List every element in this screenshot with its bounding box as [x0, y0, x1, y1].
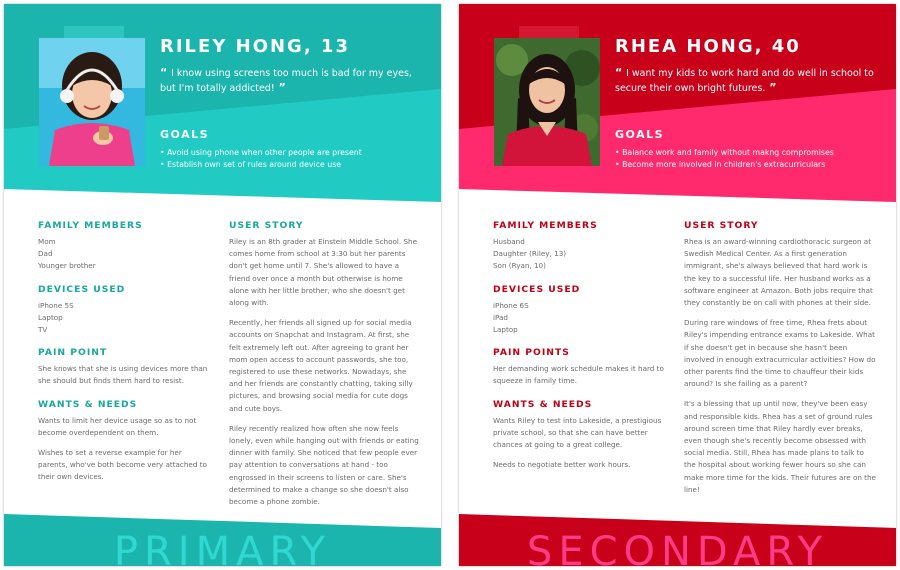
device-item: Laptop	[493, 325, 518, 335]
wants-needs-section	[493, 399, 665, 472]
family-members-section	[493, 220, 665, 273]
pain-points-text: Her demanding work schedule makes it hard to squeeze in family time.	[493, 364, 664, 386]
device-item: Laptop	[38, 312, 63, 322]
wants-needs-text: Needs to negotiate better work hours.	[493, 460, 631, 470]
goals-heading: GOALS	[160, 128, 210, 141]
user-story-heading: USER STORY	[684, 220, 759, 231]
quote-text: I want my kids to work hard and do well in school to secure their own bright futures.	[615, 68, 874, 94]
persona-card-primary	[4, 4, 441, 566]
user-story-paragraph: Rhea is an award-winning cardiothoracic surgeon at Swedish Medical Center. As a first generation immigrant, she's always believed that hard work is the key to a successful life. Her husband works as a software engineer at Amazon. Both jobs require that they constantly be on call with phones at their side.	[684, 237, 873, 308]
pain-point-heading: PAIN POINT	[38, 347, 108, 359]
wants-needs-section	[38, 399, 210, 484]
devices-used-heading: DEVICES USED	[38, 283, 126, 295]
goals-list	[615, 147, 885, 171]
user-story-paragraph: It's a blessing that up until now, they've been easy and responsible kids. Rhea has a set of ground rules around screen time that Riley hardly ever breaks, even though she's recently become obsessed with social media. Still, Rhea has made plans to talk to the hospital about working fewer hours so she can make more time for the kids. Their futures are on the line!	[684, 399, 876, 494]
family-member-item: Younger brother	[38, 261, 96, 271]
user-story-paragraph: Recently, her friends all signed up for social media accounts on Snapchat and Instagram. At first, she felt extremely left out. After agreeing to grant her mom open access to account passwords, she too, registered to use these networks. Nowadays, she and her friends are constantly chatting, taking silly pictures, and browsing social media for cute dogs and cute boys.	[229, 318, 413, 413]
family-members-heading: FAMILY MEMBERS	[38, 220, 143, 231]
persona-photo	[494, 38, 600, 166]
goals-list	[160, 147, 430, 171]
family-member-item: Daughter (Riley, 13)	[493, 249, 567, 259]
persona-photo	[39, 38, 145, 166]
goal-item: • Avoid using phone when other people are present	[160, 148, 362, 157]
woman-portrait-image	[494, 38, 600, 166]
goal-item: • Establish own set of rules around device use	[160, 160, 342, 169]
girl-portrait-image	[39, 38, 145, 166]
pain-points-heading: PAIN POINTS	[493, 347, 570, 359]
family-members-section	[38, 220, 210, 273]
wants-needs-text: Wants Riley to test into Lakeside, a prestigious private school, so that she can have better chances at going to a great college.	[493, 415, 662, 450]
persona-type-label: SECONDARY	[526, 529, 829, 566]
persona-quote	[160, 66, 422, 96]
goal-item: • Become more involved in children's extracurriculars	[615, 160, 826, 169]
open-quote-mark: “	[160, 66, 172, 79]
user-story-paragraph: Riley recently realized how often she now feels lonely, even while hanging out with friends or eating dinner with family. She noticed that few people ever pay attention to conversations at hand - too engrossed in their screens to listen or care. She's determined to make a change so she doesn't also become a phone zombie.	[229, 423, 419, 507]
left-column	[493, 220, 665, 482]
wants-needs-heading: WANTS & NEEDS	[38, 398, 138, 410]
wants-needs-heading: WANTS & NEEDS	[493, 398, 593, 410]
device-item: TV	[38, 325, 48, 335]
family-member-item: Husband	[493, 237, 525, 246]
devices-used-section	[493, 284, 665, 337]
persona-card-secondary	[459, 4, 896, 566]
user-story-paragraph: During rare windows of free time, Rhea frets about Riley's impending entrance exams to Lakeside. What if she doesn't get in because she hasn't been involved in enough extracurricular activities? How do other parents find the time to chauffeur their kids around? Is she failing as a parent?	[684, 318, 876, 389]
family-member-item: Dad	[38, 249, 53, 259]
wants-needs-text: Wants to limit her device usage so as to not become overdependent on them.	[38, 415, 197, 437]
device-item: iPhone 5S	[38, 300, 74, 310]
right-column	[229, 220, 421, 516]
right-column	[684, 220, 876, 504]
devices-used-section	[38, 284, 210, 337]
persona-name: RILEY HONG, 13	[160, 36, 350, 57]
device-item: iPhone 6S	[493, 300, 529, 310]
family-member-item: Son (Ryan, 10)	[493, 261, 546, 271]
family-members-heading: FAMILY MEMBERS	[493, 220, 598, 231]
close-quote-mark: ”	[274, 81, 286, 94]
device-item: iPad	[493, 312, 508, 322]
user-story-heading: USER STORY	[229, 220, 304, 231]
persona-quote	[615, 66, 877, 96]
pain-point-text: She knows that she is using devices more than she should but finds them hard to resist.	[38, 364, 208, 386]
goal-item: • Balance work and family without makng compromises	[615, 148, 834, 157]
pain-point-section	[38, 347, 210, 387]
devices-used-heading: DEVICES USED	[493, 283, 581, 295]
wants-needs-text: Wishes to set a reverse example for her parents, who've both become very attached to their own devices.	[38, 448, 207, 482]
persona-name: RHEA HONG, 40	[615, 36, 801, 57]
pain-points-section	[493, 347, 665, 387]
close-quote-mark: ”	[765, 81, 777, 94]
persona-type-label: PRIMARY	[113, 529, 332, 566]
quote-text: I know using screens too much is bad for my eyes, but I'm totally addicted!	[160, 68, 412, 94]
goals-heading: GOALS	[615, 128, 665, 141]
user-story-paragraph: Riley is an 8th grader at Einstein Middle School. She comes home from school at 3:30 but her parents don't get home until 7. She's allowed to have a friend over once a month but otherwise is home alone with her little brother, who she doesn't get along with.	[229, 237, 418, 308]
left-column	[38, 220, 210, 495]
family-member-item: Mom	[38, 237, 56, 246]
open-quote-mark: “	[615, 66, 627, 79]
